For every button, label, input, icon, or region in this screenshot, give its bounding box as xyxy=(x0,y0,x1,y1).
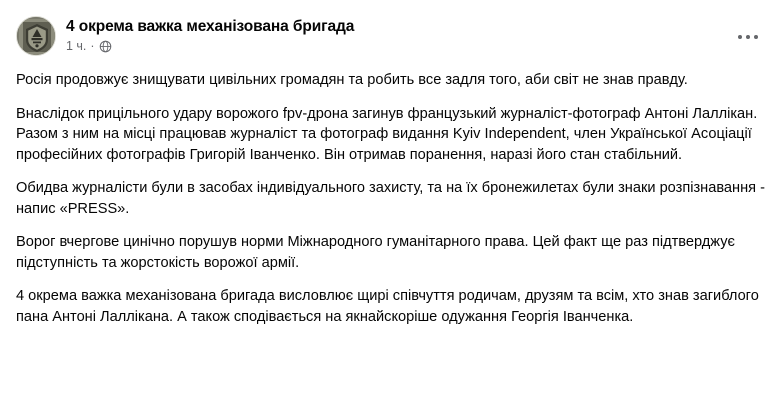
ellipsis-dot-3 xyxy=(754,35,759,40)
avatar[interactable] xyxy=(16,16,56,56)
post-header xyxy=(16,12,767,56)
post-paragraph: Обидва журналісти були в засобах індивідуального захисту, та на їх бронежилетах були знаки розпізнавання - напис «PRESS». xyxy=(16,180,765,217)
ellipsis-dot-1 xyxy=(738,35,743,40)
globe-public-icon[interactable] xyxy=(99,40,112,53)
military-unit-emblem-avatar-icon xyxy=(17,17,56,56)
post-paragraph: 4 окрема важка механізована бригада висловлює щирі співчуття родичам, друзям та всім, хто знав загиблого пана Антоні Лаллікана. А також сподівається на якнайскоріше одужання Георгія Іванченка. xyxy=(16,288,759,325)
ellipsis-dot-2 xyxy=(746,35,751,40)
post-body xyxy=(16,70,767,327)
post-author-name[interactable]: 4 окрема важка механізована бригада xyxy=(66,18,355,35)
post-paragraph: Росія продовжує знищувати цивільних громадян та робить все задля того, аби світ не знав правду. xyxy=(16,72,688,88)
post-header-text xyxy=(66,16,354,54)
more-options-ellipsis-icon[interactable] xyxy=(731,20,765,54)
meta-separator: · xyxy=(90,39,95,53)
post-timestamp[interactable]: 1 ч. xyxy=(66,39,87,53)
post-paragraph: Внаслідок прицільного удару ворожого fpv-дрона загинув французький журналіст-фотограф Антоні Лаллікан. Разом з ним на місці працював журналіст та фотограф видання Kyiv Independent, член Української Асоціації професійних фотографів Григорій Іванченко. Він отримав поранення, наразі його стан стабільний. xyxy=(16,105,758,163)
post-paragraph: Ворог вчергове цинічно порушув норми Міжнародного гуманітарного права. Цей факт ще раз підтверджує підступність та жорстокість ворожої армії. xyxy=(16,234,735,271)
globe-icon-glyph xyxy=(99,40,112,53)
post-meta xyxy=(66,38,354,54)
